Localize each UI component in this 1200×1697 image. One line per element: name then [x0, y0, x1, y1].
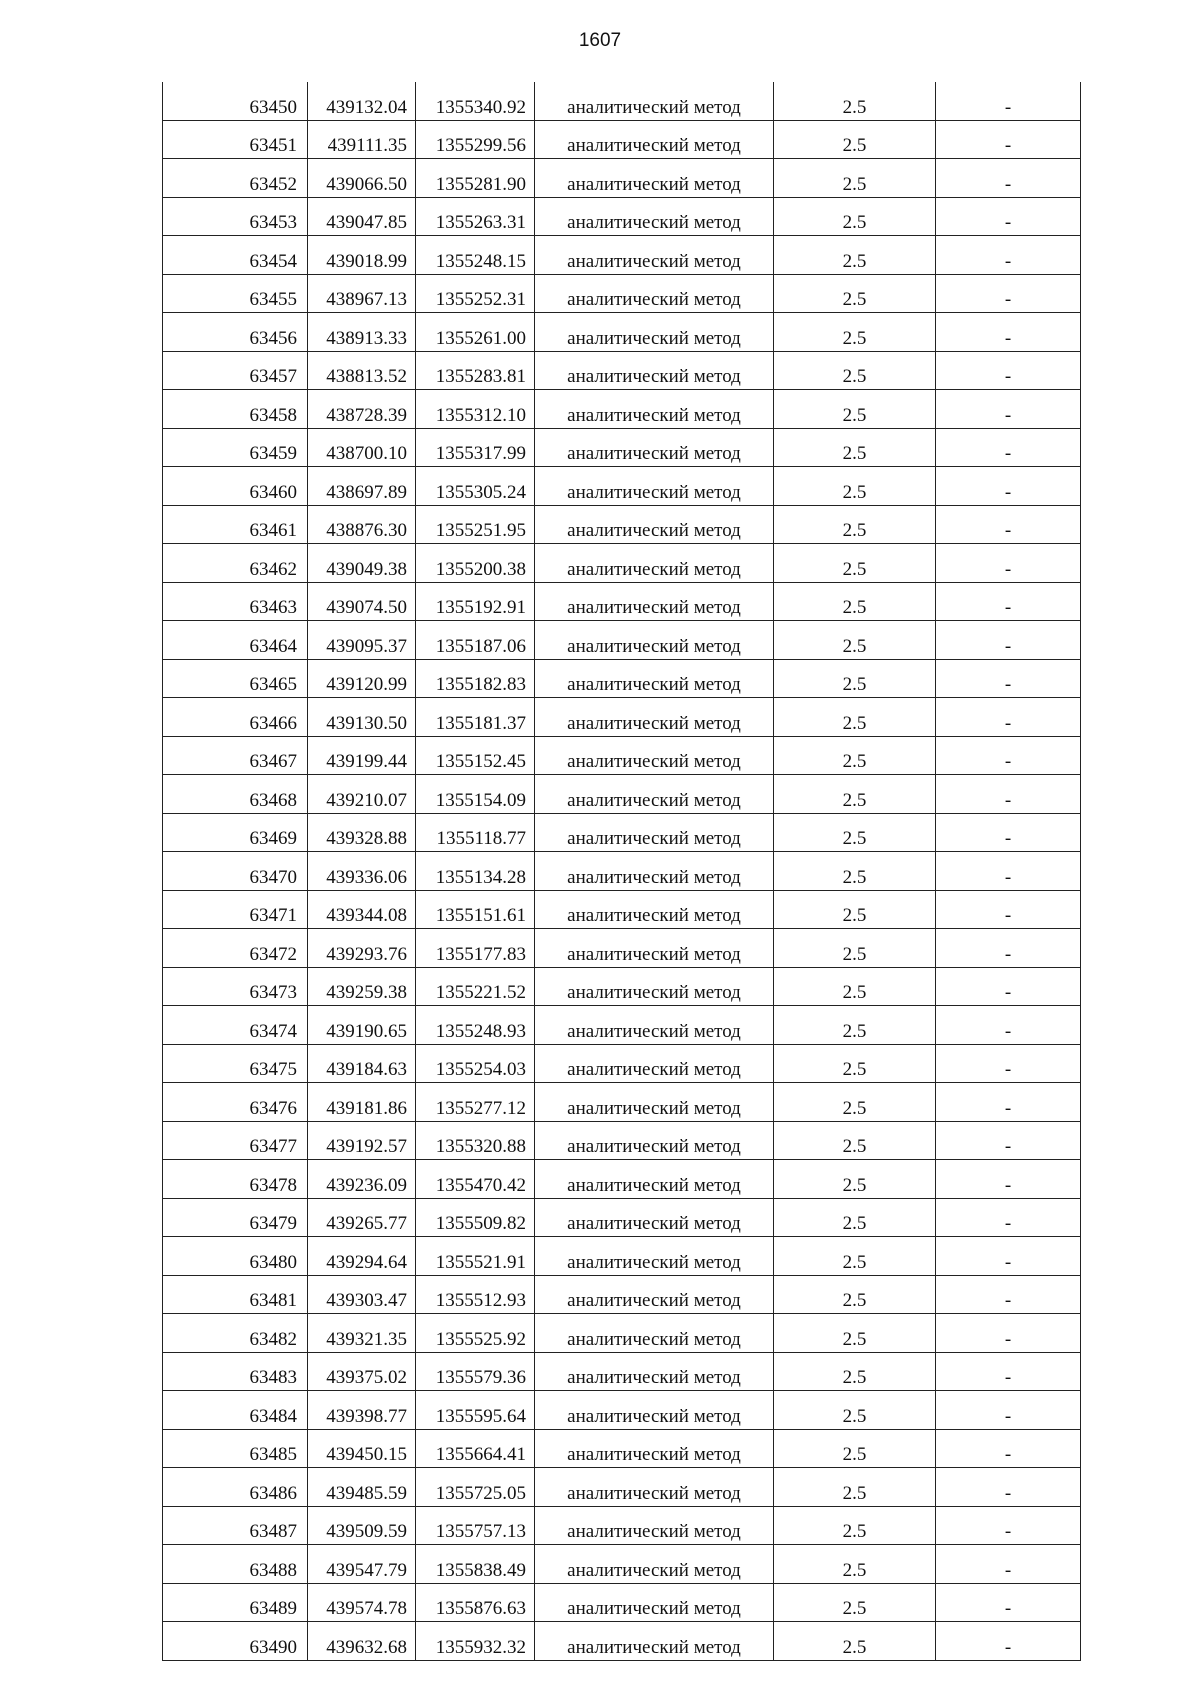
- point-number-cell: 63472: [163, 929, 308, 968]
- table-row: [163, 698, 1081, 737]
- y-coordinate-cell: 1355876.63: [416, 1583, 535, 1622]
- error-cell: 2.5: [774, 1545, 936, 1584]
- table-row: [163, 544, 1081, 583]
- method-cell: аналитический метод: [535, 313, 774, 352]
- y-coordinate-cell: 1355725.05: [416, 1468, 535, 1507]
- x-coordinate-cell: 439303.47: [308, 1275, 416, 1314]
- table-row: [163, 1121, 1081, 1160]
- method-cell: аналитический метод: [535, 197, 774, 236]
- method-cell: аналитический метод: [535, 1506, 774, 1545]
- description-cell: -: [936, 659, 1081, 698]
- error-cell: 2.5: [774, 428, 936, 467]
- table-row: [163, 351, 1081, 390]
- point-number-cell: 63453: [163, 197, 308, 236]
- table-body: [163, 82, 1081, 1660]
- table-row: [163, 1160, 1081, 1199]
- method-cell: аналитический метод: [535, 1160, 774, 1199]
- description-cell: -: [936, 1006, 1081, 1045]
- description-cell: -: [936, 428, 1081, 467]
- method-cell: аналитический метод: [535, 428, 774, 467]
- error-cell: 2.5: [774, 621, 936, 660]
- x-coordinate-cell: 439111.35: [308, 120, 416, 159]
- error-cell: 2.5: [774, 82, 936, 120]
- method-cell: аналитический метод: [535, 82, 774, 120]
- error-cell: 2.5: [774, 813, 936, 852]
- method-cell: аналитический метод: [535, 274, 774, 313]
- point-number-cell: 63464: [163, 621, 308, 660]
- x-coordinate-cell: 438967.13: [308, 274, 416, 313]
- method-cell: аналитический метод: [535, 467, 774, 506]
- table-row: [163, 236, 1081, 275]
- error-cell: 2.5: [774, 1622, 936, 1661]
- y-coordinate-cell: 1355757.13: [416, 1506, 535, 1545]
- y-coordinate-cell: 1355263.31: [416, 197, 535, 236]
- x-coordinate-cell: 439485.59: [308, 1468, 416, 1507]
- table-row: [163, 1083, 1081, 1122]
- method-cell: аналитический метод: [535, 659, 774, 698]
- point-number-cell: 63485: [163, 1429, 308, 1468]
- x-coordinate-cell: 439184.63: [308, 1044, 416, 1083]
- y-coordinate-cell: 1355664.41: [416, 1429, 535, 1468]
- method-cell: аналитический метод: [535, 582, 774, 621]
- description-cell: -: [936, 1506, 1081, 1545]
- description-cell: -: [936, 544, 1081, 583]
- error-cell: 2.5: [774, 890, 936, 929]
- error-cell: 2.5: [774, 159, 936, 198]
- point-number-cell: 63470: [163, 852, 308, 891]
- x-coordinate-cell: 439259.38: [308, 967, 416, 1006]
- x-coordinate-cell: 439095.37: [308, 621, 416, 660]
- error-cell: 2.5: [774, 1044, 936, 1083]
- method-cell: аналитический метод: [535, 890, 774, 929]
- error-cell: 2.5: [774, 313, 936, 352]
- table-row: [163, 1583, 1081, 1622]
- point-number-cell: 63465: [163, 659, 308, 698]
- y-coordinate-cell: 1355838.49: [416, 1545, 535, 1584]
- point-number-cell: 63467: [163, 736, 308, 775]
- point-number-cell: 63487: [163, 1506, 308, 1545]
- method-cell: аналитический метод: [535, 159, 774, 198]
- point-number-cell: 63488: [163, 1545, 308, 1584]
- error-cell: 2.5: [774, 659, 936, 698]
- point-number-cell: 63476: [163, 1083, 308, 1122]
- method-cell: аналитический метод: [535, 775, 774, 814]
- method-cell: аналитический метод: [535, 929, 774, 968]
- x-coordinate-cell: 438728.39: [308, 390, 416, 429]
- x-coordinate-cell: 439190.65: [308, 1006, 416, 1045]
- y-coordinate-cell: 1355470.42: [416, 1160, 535, 1199]
- point-number-cell: 63481: [163, 1275, 308, 1314]
- description-cell: -: [936, 390, 1081, 429]
- error-cell: 2.5: [774, 120, 936, 159]
- error-cell: 2.5: [774, 467, 936, 506]
- method-cell: аналитический метод: [535, 390, 774, 429]
- description-cell: -: [936, 1121, 1081, 1160]
- x-coordinate-cell: 439294.64: [308, 1237, 416, 1276]
- x-coordinate-cell: 439049.38: [308, 544, 416, 583]
- table-row: [163, 1468, 1081, 1507]
- x-coordinate-cell: 439018.99: [308, 236, 416, 275]
- point-number-cell: 63450: [163, 82, 308, 120]
- error-cell: 2.5: [774, 775, 936, 814]
- x-coordinate-cell: 439130.50: [308, 698, 416, 737]
- error-cell: 2.5: [774, 852, 936, 891]
- x-coordinate-cell: 439074.50: [308, 582, 416, 621]
- x-coordinate-cell: 438813.52: [308, 351, 416, 390]
- description-cell: -: [936, 313, 1081, 352]
- table-row: [163, 1622, 1081, 1661]
- y-coordinate-cell: 1355177.83: [416, 929, 535, 968]
- point-number-cell: 63474: [163, 1006, 308, 1045]
- y-coordinate-cell: 1355200.38: [416, 544, 535, 583]
- y-coordinate-cell: 1355251.95: [416, 505, 535, 544]
- table-row: [163, 274, 1081, 313]
- method-cell: аналитический метод: [535, 1083, 774, 1122]
- error-cell: 2.5: [774, 1352, 936, 1391]
- table-row: [163, 1391, 1081, 1430]
- description-cell: -: [936, 775, 1081, 814]
- description-cell: -: [936, 82, 1081, 120]
- method-cell: аналитический метод: [535, 544, 774, 583]
- error-cell: 2.5: [774, 1583, 936, 1622]
- table-row: [163, 1429, 1081, 1468]
- table-row: [163, 1545, 1081, 1584]
- description-cell: -: [936, 967, 1081, 1006]
- error-cell: 2.5: [774, 1468, 936, 1507]
- description-cell: -: [936, 1583, 1081, 1622]
- y-coordinate-cell: 1355932.32: [416, 1622, 535, 1661]
- method-cell: аналитический метод: [535, 1275, 774, 1314]
- table-row: [163, 120, 1081, 159]
- point-number-cell: 63454: [163, 236, 308, 275]
- y-coordinate-cell: 1355317.99: [416, 428, 535, 467]
- point-number-cell: 63484: [163, 1391, 308, 1430]
- x-coordinate-cell: 439547.79: [308, 1545, 416, 1584]
- method-cell: аналитический метод: [535, 698, 774, 737]
- table-row: [163, 852, 1081, 891]
- x-coordinate-cell: 439210.07: [308, 775, 416, 814]
- error-cell: 2.5: [774, 544, 936, 583]
- table-row: [163, 390, 1081, 429]
- point-number-cell: 63478: [163, 1160, 308, 1199]
- y-coordinate-cell: 1355512.93: [416, 1275, 535, 1314]
- error-cell: 2.5: [774, 1160, 936, 1199]
- error-cell: 2.5: [774, 1237, 936, 1276]
- x-coordinate-cell: 439344.08: [308, 890, 416, 929]
- y-coordinate-cell: 1355152.45: [416, 736, 535, 775]
- method-cell: аналитический метод: [535, 621, 774, 660]
- error-cell: 2.5: [774, 236, 936, 275]
- description-cell: -: [936, 1314, 1081, 1353]
- y-coordinate-cell: 1355192.91: [416, 582, 535, 621]
- method-cell: аналитический метод: [535, 1006, 774, 1045]
- x-coordinate-cell: 439181.86: [308, 1083, 416, 1122]
- description-cell: -: [936, 929, 1081, 968]
- description-cell: -: [936, 1468, 1081, 1507]
- point-number-cell: 63489: [163, 1583, 308, 1622]
- table-row: [163, 1314, 1081, 1353]
- y-coordinate-cell: 1355182.83: [416, 659, 535, 698]
- x-coordinate-cell: 438697.89: [308, 467, 416, 506]
- point-number-cell: 63456: [163, 313, 308, 352]
- method-cell: аналитический метод: [535, 351, 774, 390]
- coordinates-table: [162, 82, 1081, 1661]
- method-cell: аналитический метод: [535, 967, 774, 1006]
- y-coordinate-cell: 1355118.77: [416, 813, 535, 852]
- y-coordinate-cell: 1355521.91: [416, 1237, 535, 1276]
- x-coordinate-cell: 439632.68: [308, 1622, 416, 1661]
- method-cell: аналитический метод: [535, 1622, 774, 1661]
- table-row: [163, 1044, 1081, 1083]
- table-row: [163, 428, 1081, 467]
- point-number-cell: 63451: [163, 120, 308, 159]
- y-coordinate-cell: 1355579.36: [416, 1352, 535, 1391]
- description-cell: -: [936, 1545, 1081, 1584]
- description-cell: -: [936, 1198, 1081, 1237]
- x-coordinate-cell: 439199.44: [308, 736, 416, 775]
- table-row: [163, 813, 1081, 852]
- error-cell: 2.5: [774, 197, 936, 236]
- method-cell: аналитический метод: [535, 852, 774, 891]
- y-coordinate-cell: 1355281.90: [416, 159, 535, 198]
- point-number-cell: 63477: [163, 1121, 308, 1160]
- x-coordinate-cell: 439236.09: [308, 1160, 416, 1199]
- point-number-cell: 63461: [163, 505, 308, 544]
- x-coordinate-cell: 439328.88: [308, 813, 416, 852]
- table-row: [163, 1352, 1081, 1391]
- description-cell: -: [936, 582, 1081, 621]
- method-cell: аналитический метод: [535, 1198, 774, 1237]
- point-number-cell: 63459: [163, 428, 308, 467]
- description-cell: -: [936, 1391, 1081, 1430]
- method-cell: аналитический метод: [535, 1121, 774, 1160]
- x-coordinate-cell: 439450.15: [308, 1429, 416, 1468]
- description-cell: -: [936, 1429, 1081, 1468]
- description-cell: -: [936, 159, 1081, 198]
- y-coordinate-cell: 1355187.06: [416, 621, 535, 660]
- point-number-cell: 63483: [163, 1352, 308, 1391]
- description-cell: -: [936, 1083, 1081, 1122]
- point-number-cell: 63457: [163, 351, 308, 390]
- table-row: [163, 621, 1081, 660]
- method-cell: аналитический метод: [535, 813, 774, 852]
- x-coordinate-cell: 439265.77: [308, 1198, 416, 1237]
- table-row: [163, 775, 1081, 814]
- table-row: [163, 82, 1081, 120]
- error-cell: 2.5: [774, 1506, 936, 1545]
- error-cell: 2.5: [774, 1391, 936, 1430]
- y-coordinate-cell: 1355312.10: [416, 390, 535, 429]
- point-number-cell: 63452: [163, 159, 308, 198]
- table-row: [163, 967, 1081, 1006]
- y-coordinate-cell: 1355320.88: [416, 1121, 535, 1160]
- y-coordinate-cell: 1355181.37: [416, 698, 535, 737]
- x-coordinate-cell: 439509.59: [308, 1506, 416, 1545]
- x-coordinate-cell: 438876.30: [308, 505, 416, 544]
- error-cell: 2.5: [774, 736, 936, 775]
- point-number-cell: 63471: [163, 890, 308, 929]
- x-coordinate-cell: 439192.57: [308, 1121, 416, 1160]
- y-coordinate-cell: 1355305.24: [416, 467, 535, 506]
- table-row: [163, 313, 1081, 352]
- point-number-cell: 63490: [163, 1622, 308, 1661]
- table-row: [163, 467, 1081, 506]
- error-cell: 2.5: [774, 1429, 936, 1468]
- method-cell: аналитический метод: [535, 1237, 774, 1276]
- method-cell: аналитический метод: [535, 120, 774, 159]
- y-coordinate-cell: 1355283.81: [416, 351, 535, 390]
- error-cell: 2.5: [774, 1314, 936, 1353]
- x-coordinate-cell: 439066.50: [308, 159, 416, 198]
- method-cell: аналитический метод: [535, 1429, 774, 1468]
- point-number-cell: 63486: [163, 1468, 308, 1507]
- error-cell: 2.5: [774, 274, 936, 313]
- description-cell: -: [936, 890, 1081, 929]
- y-coordinate-cell: 1355134.28: [416, 852, 535, 891]
- description-cell: -: [936, 197, 1081, 236]
- description-cell: -: [936, 1044, 1081, 1083]
- method-cell: аналитический метод: [535, 1583, 774, 1622]
- table-row: [163, 890, 1081, 929]
- error-cell: 2.5: [774, 1121, 936, 1160]
- point-number-cell: 63480: [163, 1237, 308, 1276]
- y-coordinate-cell: 1355299.56: [416, 120, 535, 159]
- method-cell: аналитический метод: [535, 1352, 774, 1391]
- y-coordinate-cell: 1355248.93: [416, 1006, 535, 1045]
- description-cell: -: [936, 698, 1081, 737]
- point-number-cell: 63482: [163, 1314, 308, 1353]
- description-cell: -: [936, 852, 1081, 891]
- table-row: [163, 159, 1081, 198]
- error-cell: 2.5: [774, 1083, 936, 1122]
- y-coordinate-cell: 1355254.03: [416, 1044, 535, 1083]
- table-row: [163, 659, 1081, 698]
- description-cell: -: [936, 467, 1081, 506]
- error-cell: 2.5: [774, 505, 936, 544]
- method-cell: аналитический метод: [535, 1044, 774, 1083]
- point-number-cell: 63479: [163, 1198, 308, 1237]
- method-cell: аналитический метод: [535, 1314, 774, 1353]
- method-cell: аналитический метод: [535, 505, 774, 544]
- table-row: [163, 1006, 1081, 1045]
- error-cell: 2.5: [774, 1006, 936, 1045]
- point-number-cell: 63469: [163, 813, 308, 852]
- table-row: [163, 1506, 1081, 1545]
- x-coordinate-cell: 438913.33: [308, 313, 416, 352]
- point-number-cell: 63473: [163, 967, 308, 1006]
- method-cell: аналитический метод: [535, 236, 774, 275]
- x-coordinate-cell: 439398.77: [308, 1391, 416, 1430]
- point-number-cell: 63475: [163, 1044, 308, 1083]
- x-coordinate-cell: 439047.85: [308, 197, 416, 236]
- y-coordinate-cell: 1355509.82: [416, 1198, 535, 1237]
- description-cell: -: [936, 1160, 1081, 1199]
- method-cell: аналитический метод: [535, 736, 774, 775]
- error-cell: 2.5: [774, 1275, 936, 1314]
- description-cell: -: [936, 736, 1081, 775]
- error-cell: 2.5: [774, 698, 936, 737]
- x-coordinate-cell: 439293.76: [308, 929, 416, 968]
- error-cell: 2.5: [774, 390, 936, 429]
- description-cell: -: [936, 236, 1081, 275]
- table-row: [163, 197, 1081, 236]
- point-number-cell: 63455: [163, 274, 308, 313]
- error-cell: 2.5: [774, 967, 936, 1006]
- y-coordinate-cell: 1355252.31: [416, 274, 535, 313]
- description-cell: -: [936, 274, 1081, 313]
- description-cell: -: [936, 1622, 1081, 1661]
- y-coordinate-cell: 1355525.92: [416, 1314, 535, 1353]
- y-coordinate-cell: 1355151.61: [416, 890, 535, 929]
- table-row: [163, 736, 1081, 775]
- table-row: [163, 505, 1081, 544]
- y-coordinate-cell: 1355261.00: [416, 313, 535, 352]
- x-coordinate-cell: 439120.99: [308, 659, 416, 698]
- error-cell: 2.5: [774, 351, 936, 390]
- table-row: [163, 1275, 1081, 1314]
- x-coordinate-cell: 439336.06: [308, 852, 416, 891]
- x-coordinate-cell: 439132.04: [308, 82, 416, 120]
- method-cell: аналитический метод: [535, 1468, 774, 1507]
- description-cell: -: [936, 505, 1081, 544]
- point-number-cell: 63462: [163, 544, 308, 583]
- point-number-cell: 63458: [163, 390, 308, 429]
- error-cell: 2.5: [774, 582, 936, 621]
- x-coordinate-cell: 438700.10: [308, 428, 416, 467]
- method-cell: аналитический метод: [535, 1391, 774, 1430]
- description-cell: -: [936, 813, 1081, 852]
- page-number: 1607: [578, 30, 622, 51]
- description-cell: -: [936, 621, 1081, 660]
- table-row: [163, 1237, 1081, 1276]
- table-row: [163, 1198, 1081, 1237]
- description-cell: -: [936, 351, 1081, 390]
- y-coordinate-cell: 1355340.92: [416, 82, 535, 120]
- y-coordinate-cell: 1355595.64: [416, 1391, 535, 1430]
- error-cell: 2.5: [774, 929, 936, 968]
- y-coordinate-cell: 1355221.52: [416, 967, 535, 1006]
- point-number-cell: 63463: [163, 582, 308, 621]
- description-cell: -: [936, 1352, 1081, 1391]
- description-cell: -: [936, 120, 1081, 159]
- point-number-cell: 63466: [163, 698, 308, 737]
- y-coordinate-cell: 1355277.12: [416, 1083, 535, 1122]
- description-cell: -: [936, 1237, 1081, 1276]
- description-cell: -: [936, 1275, 1081, 1314]
- point-number-cell: 63460: [163, 467, 308, 506]
- x-coordinate-cell: 439321.35: [308, 1314, 416, 1353]
- point-number-cell: 63468: [163, 775, 308, 814]
- y-coordinate-cell: 1355248.15: [416, 236, 535, 275]
- error-cell: 2.5: [774, 1198, 936, 1237]
- x-coordinate-cell: 439375.02: [308, 1352, 416, 1391]
- y-coordinate-cell: 1355154.09: [416, 775, 535, 814]
- table-row: [163, 929, 1081, 968]
- method-cell: аналитический метод: [535, 1545, 774, 1584]
- x-coordinate-cell: 439574.78: [308, 1583, 416, 1622]
- table-row: [163, 582, 1081, 621]
